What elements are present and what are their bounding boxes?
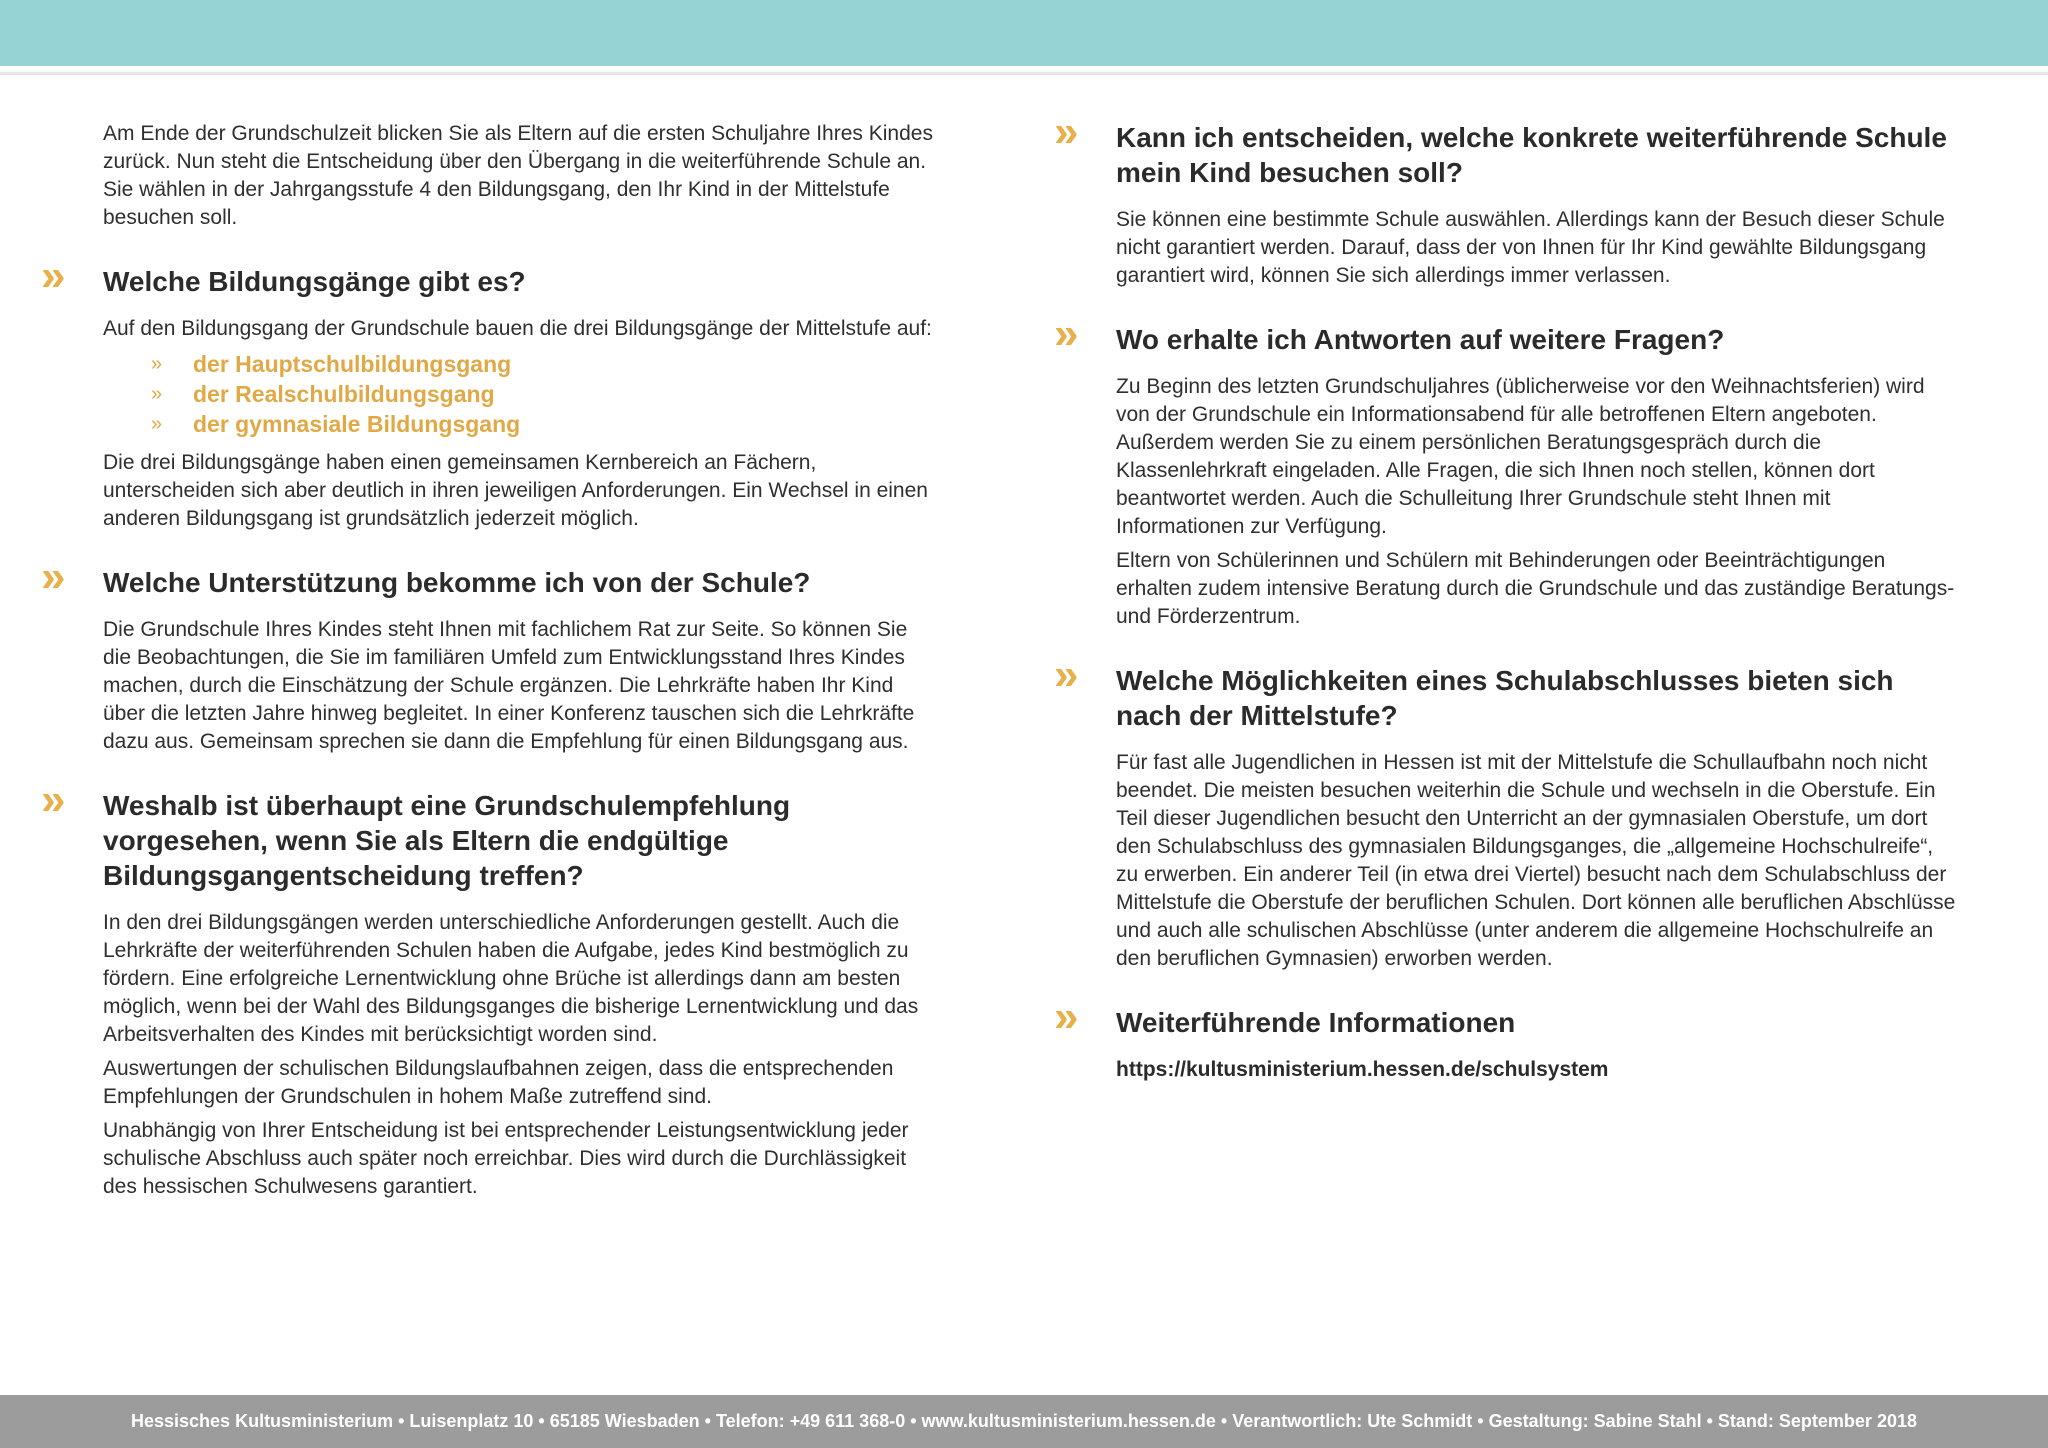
double-chevron-icon: »	[1054, 992, 1073, 1041]
section-paragraph: Die drei Bildungsgänge haben einen gemeinsamen Kernbereich an Fächern, unterscheiden sich aber deutlich in ihren jeweiligen Anforderungen. Ein Wechsel in einen anderen Bildungsgang ist grundsätzlich jederzeit möglich.	[103, 451, 928, 530]
section-bildungsgaenge	[41, 251, 933, 533]
section-heading: Welche Bildungsgänge gibt es?	[103, 266, 526, 297]
section-schulwahl	[1054, 107, 1958, 290]
top-color-band	[0, 0, 2048, 66]
double-chevron-icon: »	[1054, 650, 1073, 699]
section-heading: Weiterführende Informationen	[1116, 1007, 1516, 1038]
footer-text: Hessisches Kultusministerium • Luisenplatz 10 • 65185 Wiesbaden • Telefon: +49 611 368-0 • www.kultusministerium.hessen.de • Verantwortlich: Ute Schmidt • Gestaltung: Sabine Stahl • Stand: September 2018	[131, 1411, 1917, 1431]
list-item: » der Realschulbildungsgang	[151, 381, 495, 407]
double-chevron-icon: »	[41, 775, 60, 824]
section-heading: Wo erhalte ich Antworten auf weitere Fragen?	[1116, 324, 1725, 355]
left-column	[41, 120, 933, 1207]
list-item: » der gymnasiale Bildungsgang	[151, 411, 521, 437]
section-paragraph: Die Grundschule Ihres Kindes steht Ihnen mit fachlichem Rat zur Seite. So können Sie die Beobachtungen, die Sie im familiären Umfeld zum Entwicklungsstand Ihres Kindes machen, durch die Einschätzung der Schule ergänzen. Die Lehrkräfte haben Ihr Kind über die letzten Jahre hinweg begleitet. In einer Konferenz tauschen sich die Lehrkräfte dazu aus. Gemeinsam sprechen sie dann die Empfehlung für einen Bildungsgang aus.	[103, 618, 915, 753]
section-paragraph: Unabhängig von Ihrer Entscheidung ist bei entsprechender Leistungsentwicklung jeder schulische Abschluss auch später noch erreichbar. Dies wird durch die Durchlässigkeit des hessischen Schulwesens garantiert.	[103, 1119, 909, 1198]
section-paragraph: Für fast alle Jugendlichen in Hessen ist mit der Mittelstufe die Schullaufbahn noch nicht beendet. Die meisten besuchen weiterhin die Schule und wechseln in die Oberstufe. Ein Teil dieser Jugendlichen besucht den Unterricht an der gymnasialen Oberstufe, um dort den Schulabschluss des gymnasialen Bildungsganges, die „allgemeine Hochschulreife“, zu erwerben. Ein anderer Teil (in etwa drei Viertel) besucht nach dem Schulabschluss der Mittelstufe die Oberstufe der beruflichen Schulen. Dort können alle beruflichen Abschlüsse und auch alle schulischen Abschlüsse (unter anderem die allgemeine Hochschulreife an den beruflichen Gymnasien) erworben werden.	[1116, 751, 1956, 970]
section-heading: Welche Möglichkeiten eines Schulabschlusses bieten sich nach der Mittelstufe?	[1116, 665, 1894, 731]
section-paragraph: Auswertungen der schulischen Bildungslaufbahnen zeigen, dass die entsprechenden Empfehlungen der Grundschulen in hohem Maße zutreffend sind.	[103, 1057, 894, 1108]
bildungsgang-list	[103, 349, 933, 439]
right-column	[1054, 107, 1958, 1090]
section-weitere-fragen	[1054, 309, 1958, 631]
section-heading: Kann ich entscheiden, welche konkrete weiterführende Schule mein Kind besuchen soll?	[1116, 122, 1947, 188]
section-schulabschluss	[1054, 650, 1958, 973]
section-paragraph: Auf den Bildungsgang der Grundschule bauen die drei Bildungsgänge der Mittelstufe auf:	[103, 317, 932, 340]
double-chevron-icon: »	[1054, 309, 1073, 358]
double-chevron-icon: »	[1054, 107, 1073, 156]
list-item: » der Hauptschulbildungsgang	[151, 351, 512, 377]
top-divider	[0, 72, 2048, 75]
section-paragraph: In den drei Bildungsgängen werden unterschiedliche Anforderungen gestellt. Auch die Lehrkräfte der weiterführenden Schulen haben die Aufgabe, jedes Kind bestmöglich zu fördern. Eine erfolgreiche Lernentwicklung ohne Brüche ist allerdings dann am besten möglich, wenn bei der Wahl des Bildungsganges die bisherige Lernentwicklung und das Arbeitsverhalten des Kindes mit berücksichtigt worden sind.	[103, 911, 919, 1046]
bullet-chevron-icon: »	[151, 383, 163, 405]
section-paragraph: Eltern von Schülerinnen und Schülern mit Behinderungen oder Beeinträchtigungen erhalten zudem intensive Beratung durch die Grundschule und das zuständige Beratungs- und Förderzentrum.	[1116, 549, 1955, 628]
bullet-chevron-icon: »	[151, 413, 163, 435]
section-paragraph: Sie können eine bestimmte Schule auswählen. Allerdings kann der Besuch dieser Schule nicht garantiert werden. Darauf, dass der von Ihnen für Ihr Kind gewählte Bildungsgang garantiert wird, können Sie sich allerdings immer verlassen.	[1116, 208, 1945, 287]
section-paragraph: Zu Beginn des letzten Grundschuljahres (üblicherweise vor den Weihnachtsferien) wird von der Grundschule ein Informationsabend für alle betroffenen Eltern angeboten. Außerdem werden Sie zu einem persönlichen Beratungsgespräch durch die Klassenlehrkraft eingeladen. Alle Fragen, die sich Ihnen noch stellen, können dort beantwortet werden. Auch die Schulleitung Ihrer Grundschule steht Ihnen mit Informationen zur Verfügung.	[1116, 375, 1925, 538]
intro-paragraph: Am Ende der Grundschulzeit blicken Sie als Eltern auf die ersten Schuljahre Ihres Kindes zurück. Nun steht die Entscheidung über den Übergang in die weiterführende Schule an. Sie wählen in der Jahrgangsstufe 4 den Bildungsgang, den Ihr Kind in der Mittelstufe besuchen soll.	[103, 122, 933, 229]
section-grundschulempfehlung	[41, 775, 933, 1201]
bullet-chevron-icon: »	[151, 353, 163, 375]
footer-bar	[0, 1395, 2048, 1448]
section-heading: Welche Unterstützung bekomme ich von der Schule?	[103, 567, 811, 598]
section-heading: Weshalb ist überhaupt eine Grundschulempfehlung vorgesehen, wenn Sie als Eltern die endgültige Bildungsgangentscheidung treffen?	[103, 790, 791, 891]
section-unterstuetzung	[41, 552, 933, 756]
info-link[interactable]: https://kultusministerium.hessen.de/schulsystem	[1116, 1058, 1609, 1081]
double-chevron-icon: »	[41, 251, 60, 300]
section-weiterfuehrende-informationen	[1054, 992, 1958, 1084]
double-chevron-icon: »	[41, 552, 60, 601]
